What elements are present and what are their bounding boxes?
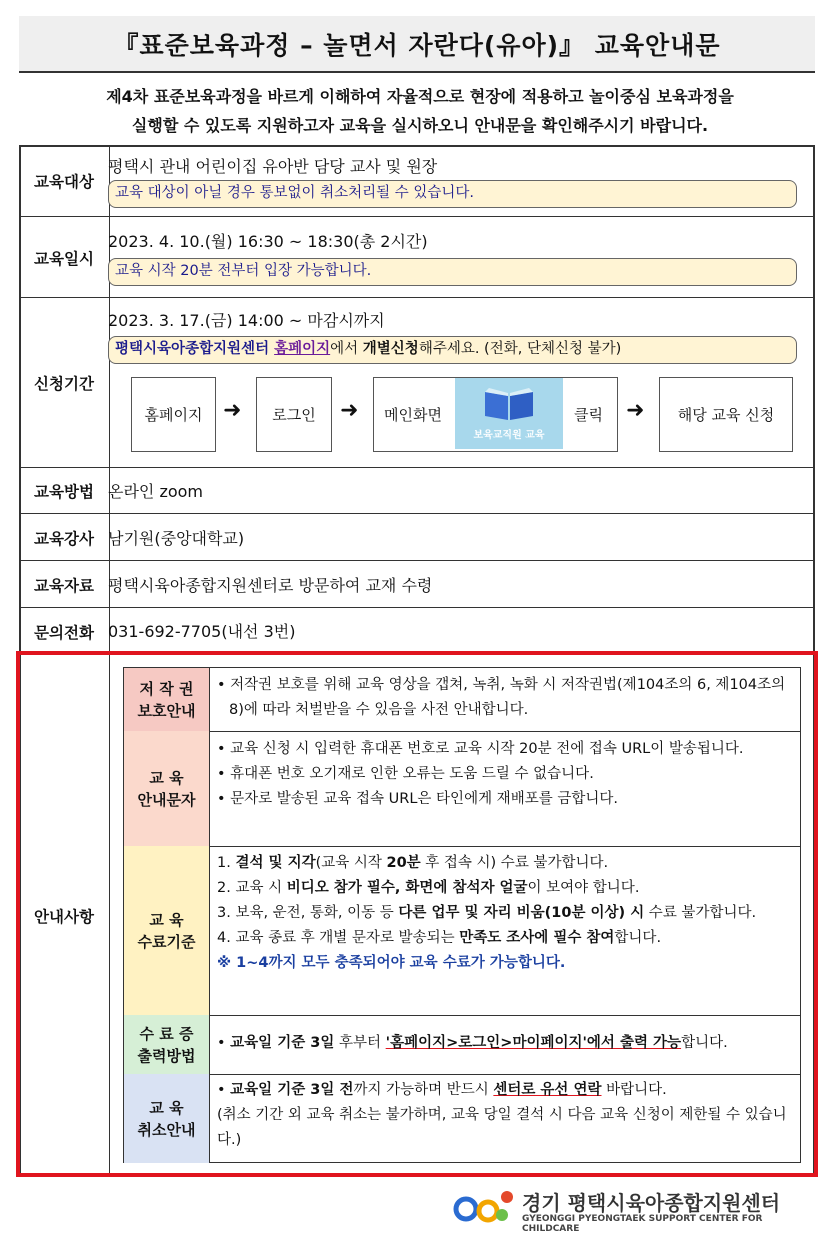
row-label: 교육일시 [19, 217, 110, 298]
apply-note [108, 336, 797, 364]
notice-text [217, 851, 792, 976]
intro-text [30, 82, 810, 140]
text-part: 1. [217, 855, 236, 871]
material-value: 평택시육아종합지원센터로 방문하여 교재 수령 [108, 576, 433, 595]
category-line: 보호안내 [137, 701, 196, 720]
text-part: 비디오 참가 필수, 화면에 참석자 얼굴 [286, 880, 528, 896]
method-value: 온라인 zoom [108, 482, 204, 501]
flow-step-apply: 해당 교육 신청 [659, 377, 793, 452]
target-note: 교육 대상이 아닐 경우 통보없이 취소처리될 수 있습니다. [108, 180, 797, 208]
text-part: • [217, 1035, 231, 1051]
homepage-link[interactable]: 홈페이지 [274, 341, 331, 357]
notice-text [217, 1078, 792, 1153]
completion-item-1 [217, 851, 792, 876]
arrow-right-icon: ➜ [626, 398, 645, 423]
notice-certificate [124, 1015, 800, 1075]
apply-note-part: 에서 [330, 341, 363, 357]
text-part: 20분 [386, 855, 421, 871]
text-part: • [217, 1082, 231, 1098]
center-english-name: GYEONGGI PYEONGTAEK SUPPORT CENTER FOR CHILDCARE [522, 1214, 763, 1234]
category-line: 취소안내 [137, 1120, 196, 1139]
completion-item-3 [217, 901, 792, 926]
text-part: 3. 보육, 운전, 통화, 이동 등 [217, 905, 399, 921]
category-line: 교 육 [149, 910, 184, 929]
text-part: 이 보여야 합니다. [527, 880, 640, 896]
bullet-item: • 문자로 발송된 교육 접속 URL은 타인에게 재배포를 금합니다. [217, 791, 618, 807]
text-part: 만족도 조사에 필수 참여 [459, 930, 615, 946]
footer-logo [450, 1185, 810, 1234]
category-line: 출력방법 [137, 1046, 196, 1065]
row-label: 문의전화 [19, 608, 110, 655]
category-line: 수료기준 [137, 932, 196, 951]
notice-text: • 저작권 보호를 위해 교육 영상을 갭쳐, 녹취, 녹화 시 저작권법(제104조의 6, 제104조의 8)에 따라 처벌받을 수 있음을 사전 안내합니다. [217, 677, 786, 718]
text-part: 합니다. [614, 930, 662, 946]
apply-note-part: 평택시육아종합지원센터 [115, 341, 275, 357]
text-part: 2. 교육 시 [217, 880, 287, 896]
notice-category [124, 668, 210, 731]
text-part: 다른 업무 및 자리 비움(10분 이상) 시 [398, 905, 645, 921]
notice-cancel [124, 1074, 800, 1163]
date-value: 2023. 4. 10.(월) 16:30 ~ 18:30(총 2시간) [108, 232, 428, 251]
mypage-path: '홈페이지>로그인>마이페이지'에서 출력 가능 [385, 1035, 682, 1051]
bullet-item: • 휴대폰 번호 오기재로 인한 오류는 도움 드릴 수 없습니다. [217, 766, 594, 782]
notice-text [217, 1031, 792, 1056]
flow-step-login: 로그인 [256, 377, 332, 452]
flow-step-homepage: 홈페이지 [131, 377, 216, 452]
lecturer-value: 남기원(중앙대학교) [108, 529, 245, 548]
row-label: 안내사항 [19, 655, 110, 1176]
category-line: 교 육 [149, 768, 184, 787]
completion-footnote: ※ 1~4까지 모두 충족되어야 교육 수료가 가능합니다. [217, 955, 566, 971]
center-logo-icon [452, 1187, 518, 1227]
text-part: 결석 및 지각 [235, 855, 316, 871]
text-part: 바랍니다. [601, 1082, 667, 1098]
center-name: 경기 평택시육아종합지원센터 [522, 1191, 781, 1215]
cancel-line-1 [217, 1078, 792, 1103]
staff-education-tile[interactable] [455, 378, 563, 449]
arrow-right-icon: ➜ [223, 398, 242, 423]
bullet-item: • 교육 신청 시 입력한 휴대폰 번호로 교육 시작 20분 전에 접속 URL이 발송됩니다. [217, 741, 744, 757]
notice-completion [124, 846, 800, 1016]
text-part: 4. 교육 종료 후 개별 문자로 발송되는 [217, 930, 460, 946]
notice-category [124, 1015, 210, 1074]
notice-sms [124, 731, 800, 847]
apply-note-part: 개별신청 [362, 341, 419, 357]
apply-note-part: 해주세요. (전화, 단체신청 불가) [418, 341, 622, 357]
target-value: 평택시 관내 어린이집 유아반 담당 교사 및 원장 [108, 157, 438, 176]
row-label: 교육대상 [19, 145, 110, 216]
notice-copyright [124, 668, 800, 732]
text-part: 수료 불가합니다. [644, 905, 757, 921]
category-line: 수 료 증 [139, 1024, 194, 1043]
completion-item-2 [217, 876, 792, 901]
completion-item-4 [217, 926, 792, 951]
text-part: 후 접속 시) 수료 불가합니다. [420, 855, 609, 871]
intro-line-2: 실행할 수 있도록 지원하고자 교육을 실시하오니 안내문을 확인해주시기 바랍니다. [131, 116, 709, 135]
text-part: 교육일 기준 3일 전 [230, 1082, 354, 1098]
notice-category [124, 846, 210, 1015]
flow-step-main-label: 메인화면 [384, 406, 442, 424]
row-label: 교육강사 [19, 514, 110, 561]
text-part: 교육일 기준 3일 [230, 1035, 335, 1051]
category-line: 안내문자 [137, 790, 196, 809]
tile-label: 보육교직원 교육 [473, 430, 545, 441]
category-line: 교 육 [149, 1098, 184, 1117]
flow-step-click-label: 클릭 [574, 406, 603, 424]
text-part: (교육 시작 [315, 855, 387, 871]
text-part: 후부터 [334, 1035, 386, 1051]
text-part: 까지 가능하며 반드시 [353, 1082, 494, 1098]
intro-line-1: 제4차 표준보육과정을 바르게 이해하여 자율적으로 현장에 적용하고 놀이중심 보육과정을 [106, 87, 734, 106]
row-label: 신청기간 [19, 298, 110, 468]
notice-text [217, 737, 792, 812]
page-title: 『표준보육과정 – 놀면서 자란다(유아)』 교육안내문 [19, 16, 815, 73]
book-icon [481, 386, 537, 422]
apply-value: 2023. 3. 17.(금) 14:00 ~ 마감시까지 [108, 311, 385, 330]
phone-value[interactable]: 031-692-7705(내선 3번) [108, 622, 296, 641]
notice-grid [123, 667, 801, 1163]
category-line: 저 작 권 [139, 679, 194, 698]
row-label: 교육방법 [19, 468, 110, 514]
arrow-right-icon: ➜ [340, 398, 359, 423]
text-part: 센터로 유선 연락 [493, 1082, 602, 1098]
date-note: 교육 시작 20분 전부터 입장 가능합니다. [108, 258, 797, 286]
row-label: 교육자료 [19, 561, 110, 608]
notice-category [124, 1074, 210, 1163]
text-part: 합니다. [681, 1035, 728, 1051]
cancel-line-2: (취소 기간 외 교육 취소는 불가하며, 교육 당일 결석 시 다음 교육 신청이 제한될 수 있습니다.) [217, 1107, 787, 1148]
notice-category [124, 731, 210, 846]
